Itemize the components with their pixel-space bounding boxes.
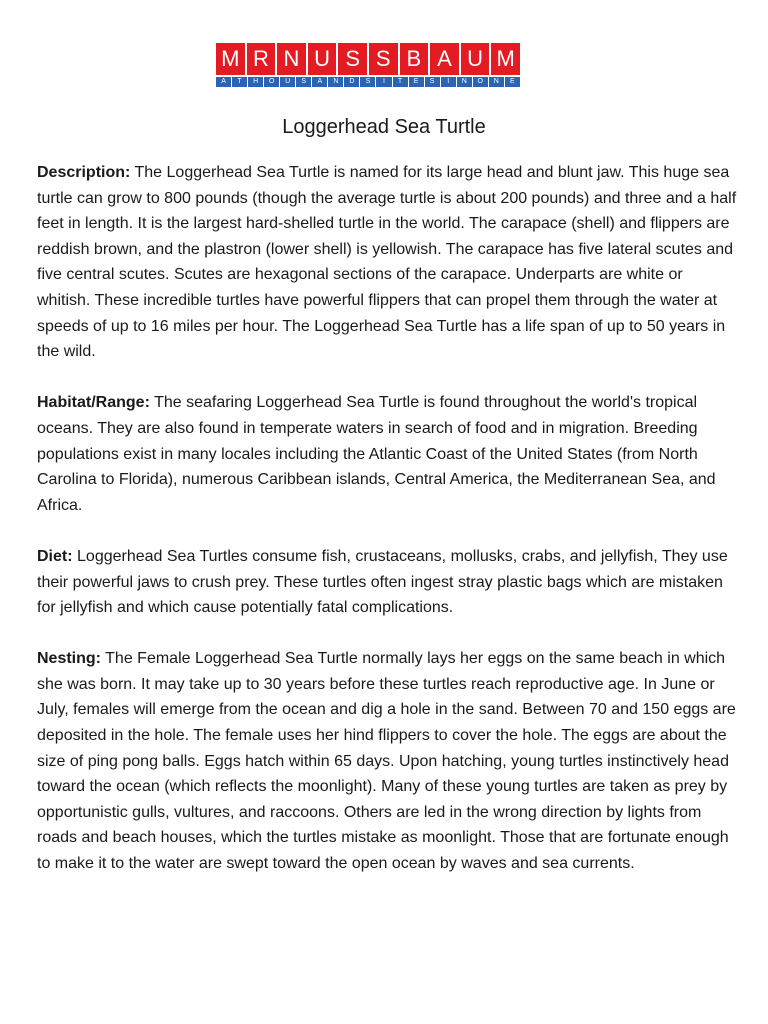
habitat-section — [37, 390, 737, 518]
logo-tagline-letter: N — [328, 77, 343, 87]
logo-tagline-letter: O — [264, 77, 279, 87]
logo-tagline-letter: S — [360, 77, 375, 87]
logo-letter: S — [369, 43, 398, 75]
logo-tagline-letter: O — [473, 77, 488, 87]
logo-tagline-letter: T — [393, 77, 408, 87]
logo-tagline-letter: T — [232, 77, 247, 87]
section-label: Nesting: — [37, 650, 101, 668]
section-text: The Female Loggerhead Sea Turtle normally lays her eggs on the same beach in which she was born. It may take up to 30 years before these turtles reach reproductive age. In June or July, females will emerge from the ocean and dig a hole in the sand. Between 70 and 150 eggs are deposited in the hole. The female uses her hind flippers to cover the hole. The eggs are about the size of ping pong balls. Eggs hatch within 65 days. Upon hatching, young turtles instinctively head toward the ocean (which reflects the moonlight). Many of these young turtles are taken as prey by opportunistic gulls, vultures, and raccoons. Others are led in the wrong direction by lights from roads and beach houses, which the turtles mistake as moonlight. Those that are fortunate enough to make it to the water are swept toward the open ocean by waves and sea currents. — [37, 650, 736, 873]
logo-tagline-letter: S — [425, 77, 440, 87]
logo-tagline-letter: A — [312, 77, 327, 87]
logo-tagline-letter: I — [441, 77, 456, 87]
logo-tagline-letter: N — [457, 77, 472, 87]
nesting-section — [37, 646, 737, 876]
section-text: Loggerhead Sea Turtles consume fish, crustaceans, mollusks, crabs, and jellyfish, They use their powerful jaws to crush prey. These turtles often ingest stray plastic bags which are mistaken for jellyfish and which cause potentially fatal complications. — [37, 547, 728, 617]
logo-tagline-letter: N — [489, 77, 504, 87]
logo-tagline — [216, 77, 520, 87]
section-label: Habitat/Range: — [37, 394, 150, 412]
logo-tagline-letter: A — [216, 77, 231, 87]
logo-letter: B — [400, 43, 429, 75]
logo-tagline-letter: I — [376, 77, 391, 87]
section-text: The Loggerhead Sea Turtle is named for its large head and blunt jaw. This huge sea turtle can grow to 800 pounds (though the average turtle is about 200 pounds) and three and a half feet in length. It is the largest hard-shelled turtle in the world. The carapace (shell) and flippers are reddish brown, and the plastron (lower shell) is yellowish. The carapace has five lateral scutes and five central scutes. Scutes are hexagonal sections of the carapace. Underparts are white or whitish. These incredible turtles have powerful flippers that can propel them through the water at speeds of up to 16 miles per hour. The Loggerhead Sea Turtle has a life span of up to 50 years in the wild. — [37, 164, 737, 361]
logo-tagline-letter: D — [344, 77, 359, 87]
logo-tagline-letter: E — [505, 77, 520, 87]
logo-letter: M — [216, 43, 245, 75]
logo-letter: N — [277, 43, 306, 75]
logo-letter: S — [338, 43, 367, 75]
logo-tagline-letter: S — [296, 77, 311, 87]
site-logo — [216, 43, 520, 87]
section-text: The seafaring Loggerhead Sea Turtle is found throughout the world's tropical oceans. They are also found in temperate waters in search of food and in migration. Breeding populations exist in many locales including the Atlantic Coast of the United States (from North Carolina to Florida), numerous Caribbean islands, Central America, the Mediterranean Sea, and Africa. — [37, 394, 716, 514]
section-label: Description: — [37, 164, 131, 181]
logo-letter: R — [247, 43, 276, 75]
logo-letter: M — [491, 43, 520, 75]
section-label: Diet: — [37, 547, 73, 565]
logo-letter: U — [461, 43, 490, 75]
description-section — [37, 160, 737, 365]
page-title: Loggerhead Sea Turtle — [282, 116, 486, 138]
logo-tagline-letter: E — [409, 77, 424, 87]
logo-letter: A — [430, 43, 459, 75]
diet-section — [37, 544, 737, 621]
logo-letter: U — [308, 43, 337, 75]
logo-letters — [216, 43, 520, 75]
logo-tagline-letter: U — [280, 77, 295, 87]
document-body — [37, 160, 737, 902]
logo-tagline-letter: H — [248, 77, 263, 87]
